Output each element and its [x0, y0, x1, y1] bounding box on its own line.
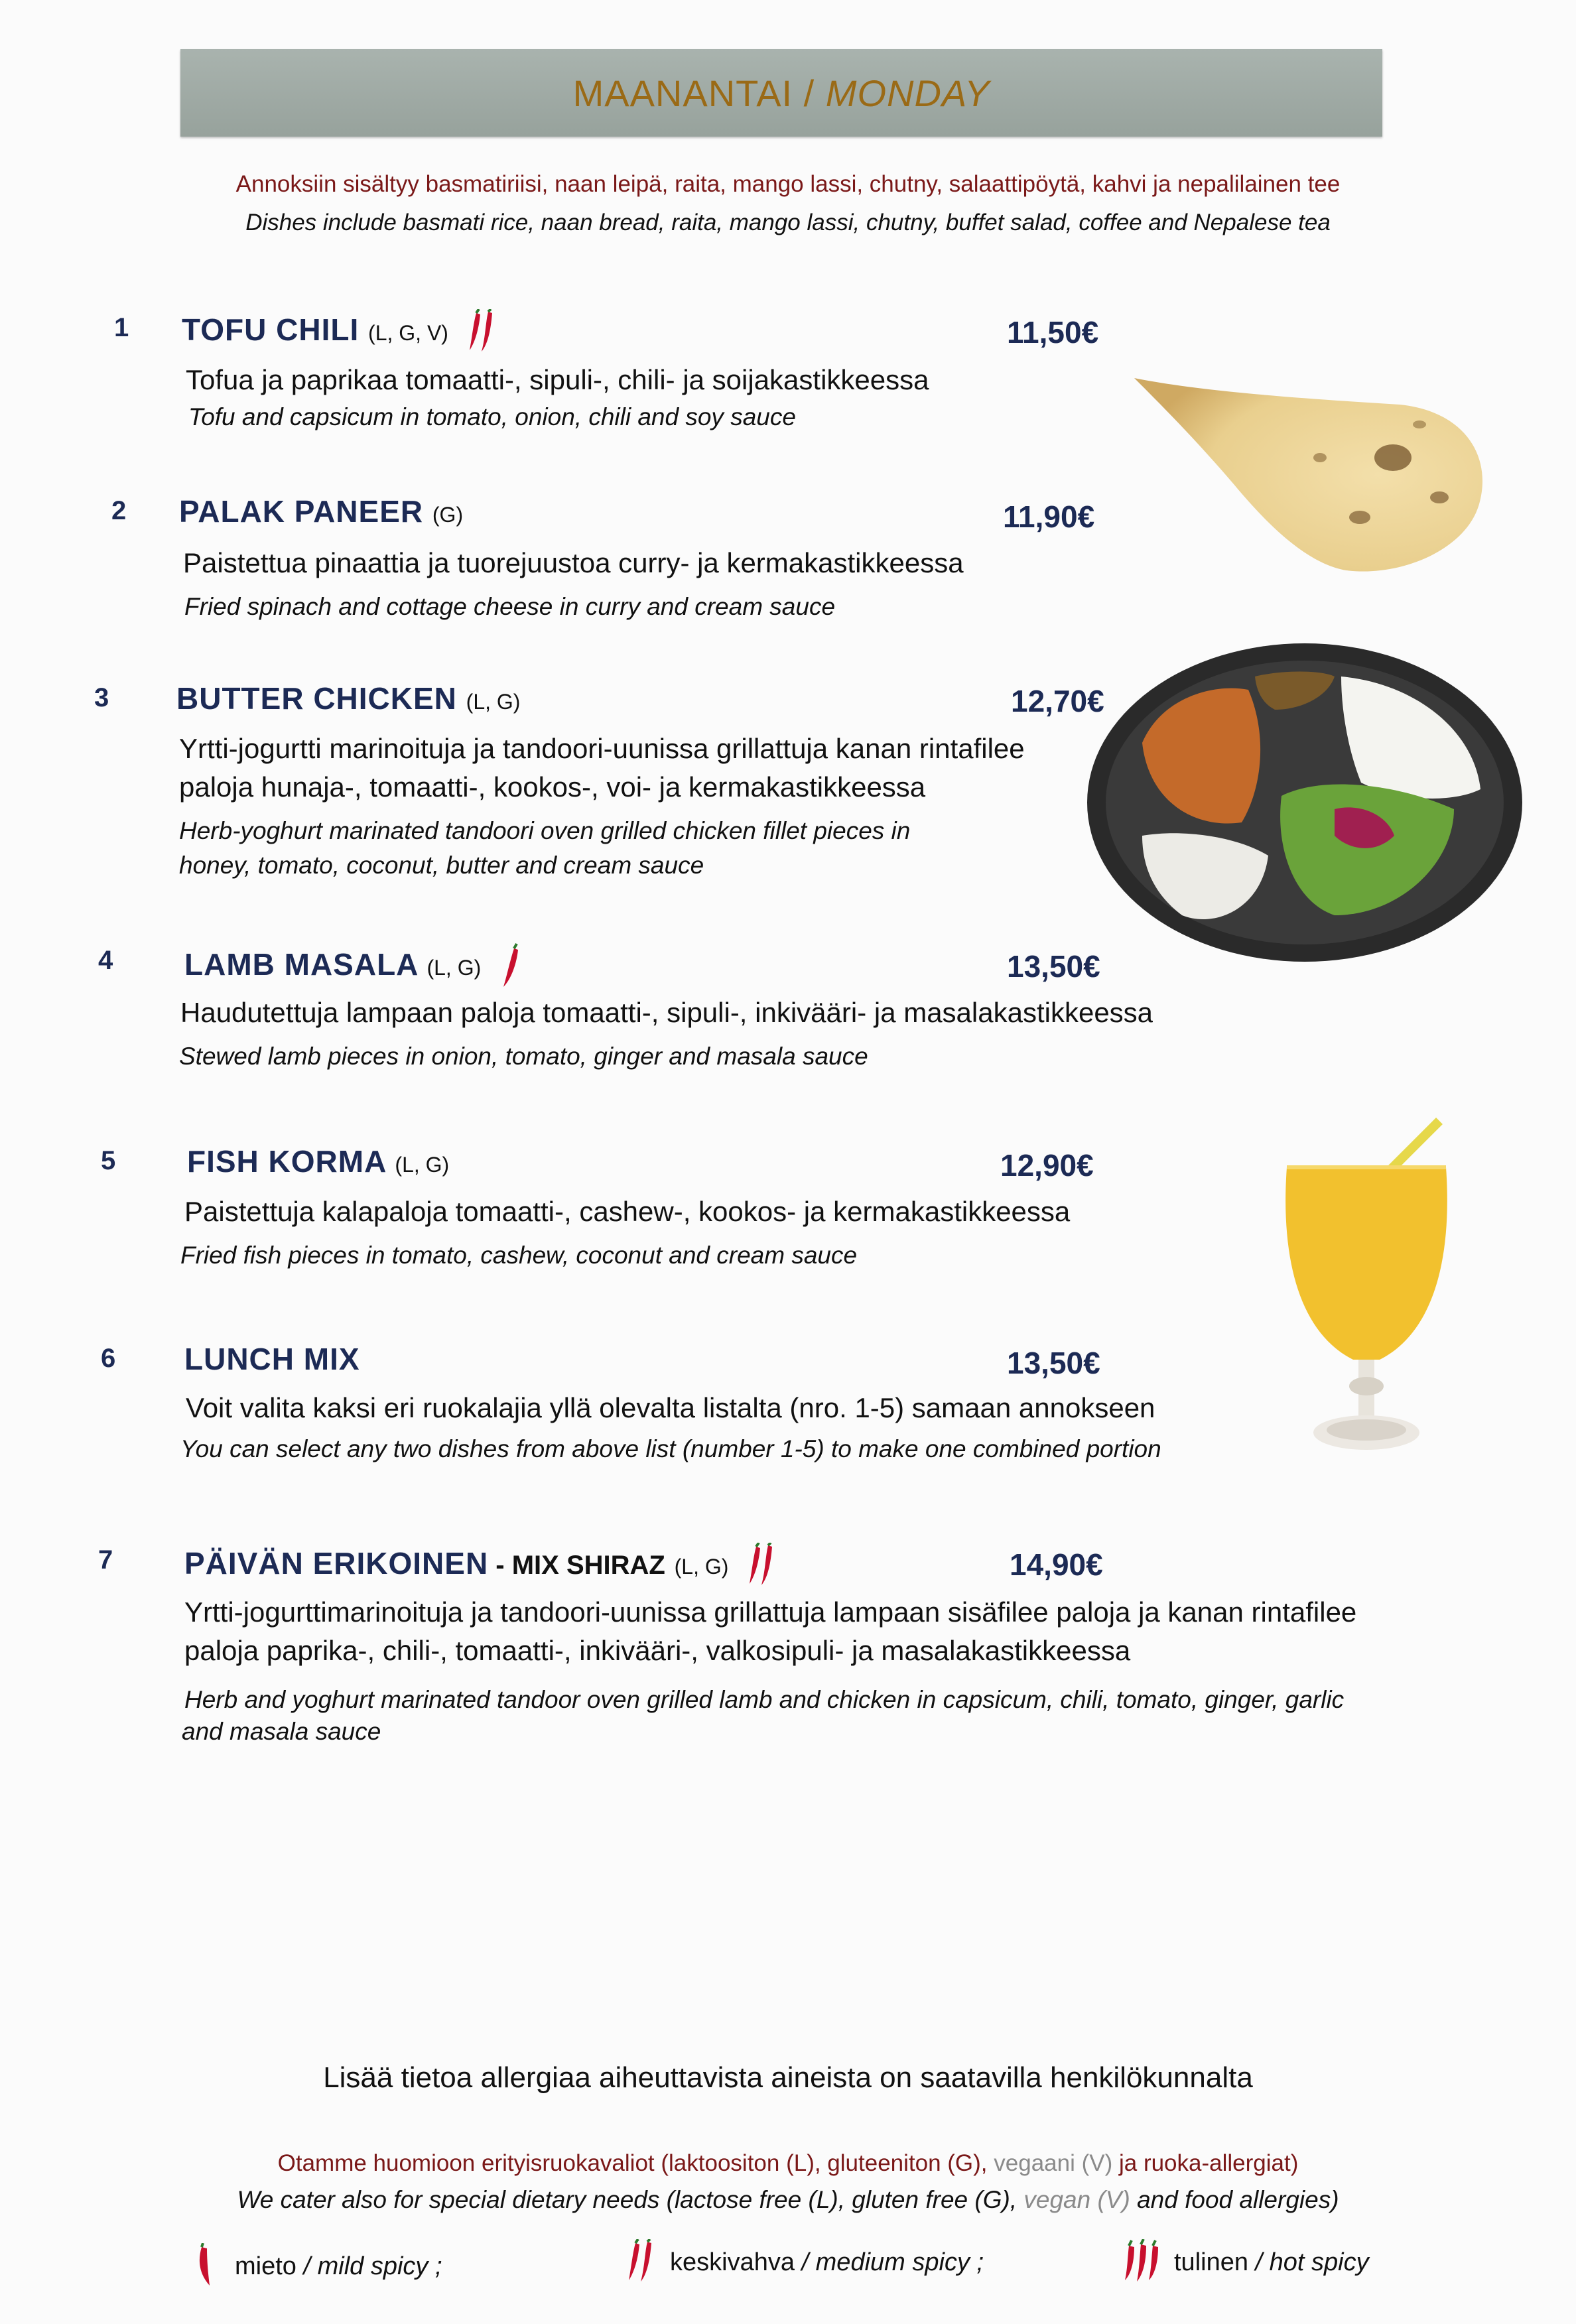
dish-tags: (L, G) — [395, 1153, 450, 1177]
dish-description-en: You can select any two dishes from above list (number 1-5) to make one combined portion — [180, 1435, 1161, 1462]
dish-description-fi: Tofua ja paprikaa tomaatti-, sipuli-, chili- ja soijakastikkeessa — [186, 364, 929, 395]
dish-name: BUTTER CHICKEN — [176, 681, 457, 716]
dish-tags: (L, G) — [466, 690, 521, 714]
dish-price: 14,90€ — [1010, 1547, 1103, 1582]
dish-name: PÄIVÄN ERIKOINEN — [184, 1546, 489, 1581]
day-title-sep: / — [793, 72, 826, 114]
dish-name: LAMB MASALA — [184, 947, 418, 982]
dietary-note-en-part2: and food allergies) — [1130, 2186, 1339, 2213]
dish-number: 6 — [101, 1344, 116, 1373]
dish-description-fi: Paistettuja kalapaloja tomaatti-, cashew-, kookos- ja kermakastikkeessa — [184, 1196, 1071, 1227]
medium-spicy-icon — [467, 309, 500, 355]
legend-hot — [1121, 2239, 1369, 2286]
dish-name: FISH KORMA — [187, 1144, 386, 1179]
dish-number: 3 — [94, 683, 109, 712]
dish-number: 2 — [111, 496, 127, 525]
dietary-note-en — [0, 2186, 1576, 2214]
dish-title — [179, 493, 463, 529]
dish-tags: (L, G, V) — [368, 321, 448, 346]
dish-tags: (G) — [432, 503, 464, 527]
dish-description-en: and masala sauce — [182, 1718, 381, 1745]
dish-number: 4 — [98, 946, 113, 975]
legend-mild — [192, 2243, 442, 2290]
dish-tags: (L, G) — [427, 956, 482, 980]
legend-medium-fi: keskivahva — [670, 2248, 795, 2276]
dish-title — [176, 680, 520, 716]
legend-hot-fi: tulinen — [1174, 2248, 1248, 2276]
dish-description-fi: paloja hunaja-, tomaatti-, kookos-, voi- ja kermakastikkeessa — [179, 771, 926, 803]
medium-spicy-icon — [626, 2239, 659, 2286]
dish-name: TOFU CHILI — [182, 312, 360, 348]
dish-description-fi: Haudutettuja lampaan paloja tomaatti-, sipuli-, inkivääri- ja masalakastikkeessa — [180, 997, 1153, 1028]
dish-price: 12,70€ — [1011, 684, 1104, 718]
allergy-info-note: Lisää tietoa allergiaa aiheuttavista aineista on saatavilla henkilökunnalta — [323, 2061, 1253, 2094]
dish-title — [182, 309, 500, 355]
dish-tags: (L, G) — [674, 1555, 729, 1579]
legend-mild-en: / mild spicy ; — [296, 2252, 442, 2280]
dish-price: 11,90€ — [1003, 499, 1095, 534]
legend-mild-fi: mieto — [235, 2252, 296, 2280]
dish-description-en: Tofu and capsicum in tomato, onion, chili and soy sauce — [188, 403, 796, 430]
day-header — [180, 49, 1382, 137]
dish-description-en: Fried spinach and cottage cheese in curry and cream sauce — [184, 593, 836, 620]
dish-price: 13,50€ — [1007, 949, 1100, 984]
mango-lassi-image — [1274, 1114, 1459, 1472]
dish-number: 1 — [114, 313, 129, 342]
day-title-en: MONDAY — [825, 72, 990, 114]
dietary-note-fi — [0, 2150, 1576, 2177]
dish-description-en: honey, tomato, coconut, butter and cream sauce — [179, 852, 704, 879]
dish-description-en: Fried fish pieces in tomato, cashew, coconut and cream sauce — [180, 1242, 858, 1269]
mild-spicy-icon — [192, 2243, 219, 2290]
intro-text-fi: Annoksiin sisältyy basmatiriisi, naan leipä, raita, mango lassi, chutny, salaattipöytä, kahvi ja nepalilainen tee — [235, 171, 1341, 197]
mild-spicy-icon — [499, 943, 522, 991]
dish-description-fi: Yrtti-jogurtti marinoituja ja tandoori-uunissa grillattuja kanan rintafilee — [179, 733, 1025, 764]
dish-name: PALAK PANEER — [179, 494, 424, 529]
dish-description-fi: Yrtti-jogurttimarinoituja ja tandoori-uunissa grillattuja lampaan sisäfilee paloja ja kanan rintafilee — [184, 1596, 1357, 1628]
dish-description-en: Herb-yoghurt marinated tandoori oven grilled chicken fillet pieces in — [179, 817, 911, 844]
dietary-note-en-part1: We cater also for special dietary needs (lactose free (L), gluten free (G), — [237, 2186, 1024, 2213]
hot-spicy-icon — [1121, 2239, 1165, 2286]
dish-title — [187, 1143, 449, 1179]
dietary-note-fi-part1: Otamme huomioon erityisruokavaliot (laktoositon (L), gluteeniton (G), — [277, 2150, 994, 2176]
legend-hot-en: / hot spicy — [1248, 2248, 1369, 2276]
dish-title — [184, 943, 522, 991]
dish-name: LUNCH MIX — [184, 1342, 360, 1376]
legend-medium-en: / medium spicy ; — [794, 2248, 984, 2276]
dish-description-fi: Paistettua pinaattia ja tuorejuustoa curry- ja kermakastikkeessa — [183, 547, 964, 578]
dish-price: 12,90€ — [1000, 1148, 1094, 1183]
dish-description-fi: paloja paprika-, chili-, tomaatti-, inkivääri-, valkosipuli- ja masalakastikkeessa — [184, 1635, 1131, 1666]
dish-number: 7 — [98, 1545, 113, 1575]
dish-number: 5 — [101, 1146, 116, 1175]
dietary-note-fi-part2: ja ruoka-allergiat) — [1112, 2150, 1299, 2176]
thali-plate-image — [1083, 637, 1527, 968]
day-title-fi: MAANANTAI — [572, 72, 793, 114]
dish-subtitle: - MIX SHIRAZ — [488, 1551, 665, 1581]
dish-description-fi: Voit valita kaksi eri ruokalajia yllä olevalta listalta (nro. 1-5) samaan annokseen — [186, 1392, 1155, 1423]
dish-price: 11,50€ — [1007, 315, 1099, 350]
dietary-note-en-vegan: vegan (V) — [1023, 2186, 1130, 2213]
dish-title — [184, 1543, 780, 1589]
legend-medium — [626, 2239, 984, 2286]
dish-title — [184, 1341, 360, 1377]
medium-spicy-icon — [747, 1543, 780, 1589]
intro-text-en: Dishes include basmati rice, naan bread, raita, mango lassi, chutny, buffet salad, coffee and Nepalese tea — [245, 210, 1331, 235]
naan-bread-image — [1121, 358, 1492, 584]
dish-price: 13,50€ — [1007, 1346, 1100, 1380]
dietary-note-fi-vegan: vegaani (V) — [994, 2150, 1113, 2176]
dish-description-en: Stewed lamb pieces in onion, tomato, ginger and masala sauce — [179, 1043, 868, 1070]
dish-description-en: Herb and yoghurt marinated tandoor oven grilled lamb and chicken in capsicum, chili, tomato, ginger, garlic — [184, 1686, 1345, 1713]
